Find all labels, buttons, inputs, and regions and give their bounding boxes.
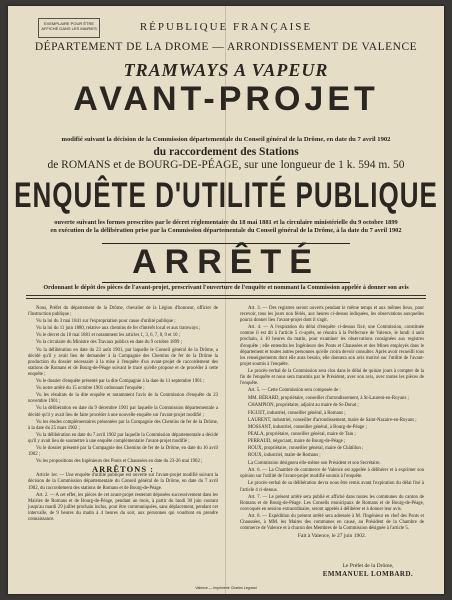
article-paragraph: La Commission désignera elle-même son Président et son Secrétaire. (248, 461, 381, 467)
poster-sheet (8, 6, 444, 594)
member-entry: MM. BÉRARD, propriétaire, conseiller d'arrondissement, à St-Laurent-en-Royans ; (248, 396, 409, 402)
signature-name: EMMANUEL LOMBARD. (322, 570, 414, 578)
article-paragraph: Le procès-verbal de sa délibération devra nous être remis avant l'expiration du délai fixé à l'article 4 ci-dessus. (240, 481, 424, 493)
avant-projet-title: AVANT-PROJET (73, 80, 379, 118)
considerant: Vu le décret du 18 mai 1881 et notamment les articles 1, 3, 6, 7, 8, 9 et 10 ; (36, 333, 181, 339)
ouverte-line-2: en exécution de la délibération prise par la Commission départementale du Conseil général de la Drôme, à la date du 7 avril 1902 (50, 227, 402, 234)
article-paragraph: Art. 8. — Expédition du présent arrêté sera adressée à M. l'Ingénieur en chef des Ponts et Chaussées, à MM. les Maires des communes en cause, au Président de la Chambre de commerce de Valence et à chacun des Membres de la Commission désignée à l'article 5. (240, 513, 424, 532)
member-entry: ROUX, industriel, maire de Romans ; (248, 453, 321, 459)
enquete-title: ENQUÊTE D'UTILITÉ PUBLIQUE (14, 174, 438, 216)
divider-bottom (26, 298, 426, 299)
considerant: Vu le dossier présenté par la Compagnie des Chemins de fer de la Drôme, en date du 16 avril 1902 ; (28, 445, 218, 458)
republique-heading: RÉPUBLIQUE FRANÇAISE (139, 21, 313, 33)
article-paragraph: Art. 7. — Le présent arrêté sera publié et affiché dans toutes les communes du canton de Romans et de Bourg-de-Péage. Les Conseils municipaux de Romans et de Bourg-de-Péage, convoqués en session extraordinaire, seront appelés à délibérer et à donner leur avis. (240, 494, 424, 512)
signature-title: Le Préfet de la Drôme, (342, 563, 394, 569)
modifie-line: modifié suivant la décision de la Commission départementale du Conseil général de la Drôme, en date du 7 avril 1902 (61, 136, 391, 143)
article-paragraph: Art. 5. — Cette Commission sera composée de : (248, 388, 341, 394)
considerant: Vu la délibération en date du 23 août 1901, par laquelle le Conseil général de la Drôme, a décidé qu'il y avait lieu de demander à la Compagnie des Chemins de fer de la Drôme la production du dossier nécessaire à la mise à l'enquête d'un avant-projet de raccordement des stations de Romans et de Bourg-de-Péage suivant le tracé qu'elle propose et de procéder à cette enquête ; (28, 347, 218, 377)
commission-members (240, 396, 424, 459)
printer-line: Valence — Imprimerie Charles Legrand (195, 586, 257, 590)
departement-heading: DÉPARTEMENT DE LA DROME — ARRONDISSEMENT DE VALENCE (34, 41, 418, 53)
member-entry: CHAMPION, propriétaire, adjoint au maire de St-Donat ; (248, 403, 359, 409)
article-paragraph: Article 1er. — Une enquête d'utilité publique est ouverte sur l'avant-projet modifié suivant la décision de la Commission départementale du Conseil général de la Drôme, en date du 7 avril 1902, du raccordement des stations de Romans et de Bourg-de-Péage. (28, 473, 218, 491)
paper-fold (225, 6, 226, 594)
member-entry: ROUX, propriétaire, conseiller général, maire de Châtillon ; (248, 445, 364, 451)
considerant: Vu le dossier d'enquête présenté par la dite Compagnie à la date du 11 septembre 1901 ; (36, 379, 205, 385)
considerant: Vu la circulaire du Ministre des Travaux publics en date du 9 octobre 1899 ; (36, 340, 182, 346)
ordonnant-line: Ordonnant le dépôt des pièces de l'avant-projet, prescrivant l'ouverture de l'enquête et nommant la Commission appelée à donner son avis (43, 284, 409, 291)
arretons-heading: ARRÊTONS : (91, 464, 155, 475)
considerant: Vu notre arrêté du 15 octobre 1901 ordonnant l'enquête ; (36, 386, 145, 392)
considerant: Vu les résultats de la dite enquête et notamment l'avis de la Commission d'enquête du 23 novembre 1901 ; (28, 393, 218, 405)
tramways-title: TRAMWAYS A VAPEUR (123, 60, 329, 80)
considerant: Vu la délibération en date du 9 décembre 1901 par laquelle la Commission départementale a décidé qu'il y avait lieu de faire procéder à une nouvelle enquête sur l'avant-projet modifié ; (28, 406, 218, 418)
considerant: Vu la loi du 11 juin 1880, relative aux chemins de fer d'intérêt local et aux tramways ; (36, 326, 201, 332)
member-entry: PERRAUD, négociant, maire de Bourg-de-Péage ; (248, 438, 346, 444)
left-column (28, 306, 218, 524)
article-paragraph: Art. 6. — La Chambre de commerce de Valence est appelée à délibérer et à exprimer son opinion sur l'utilité de l'avant-projet modifié soumis à l'enquête. (240, 468, 424, 480)
fait-a-valence: Fait à Valence, le 27 juin 1902. (297, 533, 367, 540)
member-entry: LAURENT, industriel, conseiller d'arrondissement, maire de Saint-Nazaire-en-Royans ; (248, 417, 417, 423)
article-paragraph: Art. 4. — A l'expiration du délai d'enquête ci-dessus fixé, une Commission, constituée comme il est dit à l'article 5 ci-après, se réunira à la Préfecture de Valence, le lundi 4 août prochain, à 10 heures du matin, pour examiner les observations consignées aux registres d'enquête ; elle entendra les Ingénieurs des Ponts et Chaussées et des Mines employés dans le département et toutes autres personnes qu'elle croira devoir consulter. Après avoir recueilli tous les renseignements dont elle aura besoin, elle donnera son avis motivé sur l'utilité de l'avant-projet soumis à l'enquête. (240, 325, 424, 367)
ouverte-line-1: ouverte suivant les formes prescrites par le décret réglementaire du 18 mai 1881 et la circulaire ministérielle du 9 octobre 1899 (54, 219, 398, 226)
considerant: Vu la loi du 3 mai 1841 sur l'expropriation pour cause d'utilité publique ; (36, 319, 176, 325)
member-entry: FIGUET, industriel, conseiller général, à Romans ; (248, 410, 346, 416)
stations-line: de ROMANS et de BOURG-DE-PÉAGE, sur une longueur de 1 k. 594 m. 50 (47, 159, 405, 171)
member-entry: MOSSANT, industriel, conseiller général, à Bourg-de-Péage ; (248, 424, 367, 430)
article-paragraph: Art. 2. — A cet effet, les pièces de cet avant-projet resteront déposées successivement dans les Mairies de Romans et de Bourg-de-Péage, pendant un mois, à partir du lundi 30 juin courant jusqu'au mardi 29 juillet prochain inclus, pour être communiquées, sans déplacement, pendant cet intervalle, de 9 heures du matin à 4 heures du soir, aux personnes qui voudront en prendre connaissance. (28, 492, 218, 522)
arrete-title: ARRÊTÉ (132, 243, 320, 281)
intro-paragraph: Nous, Préfet du département de la Drôme, chevalier de la Légion d'honneur, officier de l'Instruction publique ; (28, 306, 218, 318)
member-entry: PEALA, propriétaire, conseiller général, maire de Tain ; (248, 431, 356, 437)
right-column (240, 306, 424, 540)
considerant: Vu la délibération en date du 7 avril 1902 par laquelle la Commission départementale a décidé qu'il y avait lieu de soumettre à une enquête complémentaire l'avant-projet modifié ; (28, 432, 218, 444)
divider-top (26, 295, 426, 296)
article-paragraph: Le procès-verbal de la Commission sera clos dans le délai de quinze jours à compter de la fin de l'enquête et nous sera transmis par le Président, avec son avis, avec toutes les pièces de l'enquête. (240, 368, 424, 387)
signature-block (318, 562, 418, 578)
display-stamp: EXEMPLAIRE POUR ÊTRE AFFICHÉ DANS LES MAIRIES (38, 18, 100, 38)
considerant: Vu les propositions des Ingénieurs des Ponts et Chaussées en date du 23-26 mai 1902 ; (36, 459, 203, 465)
raccordement-line: du raccordement des Stations (153, 146, 299, 158)
considerant: Vu les études complémentaires présentées par la Compagnie des Chemins de fer de la Drôme, à la date du 25 mars 1902 ; (28, 419, 218, 431)
article-paragraph: Art. 3. — Des registres seront ouverts pendant le même temps et aux mêmes lieux, pour recevoir, tous les jours non fériés, aux heures ci-dessus indiquées, les observations auxquelles pourra donner lieu l'avant-projet dont il s'agit. (240, 306, 424, 324)
